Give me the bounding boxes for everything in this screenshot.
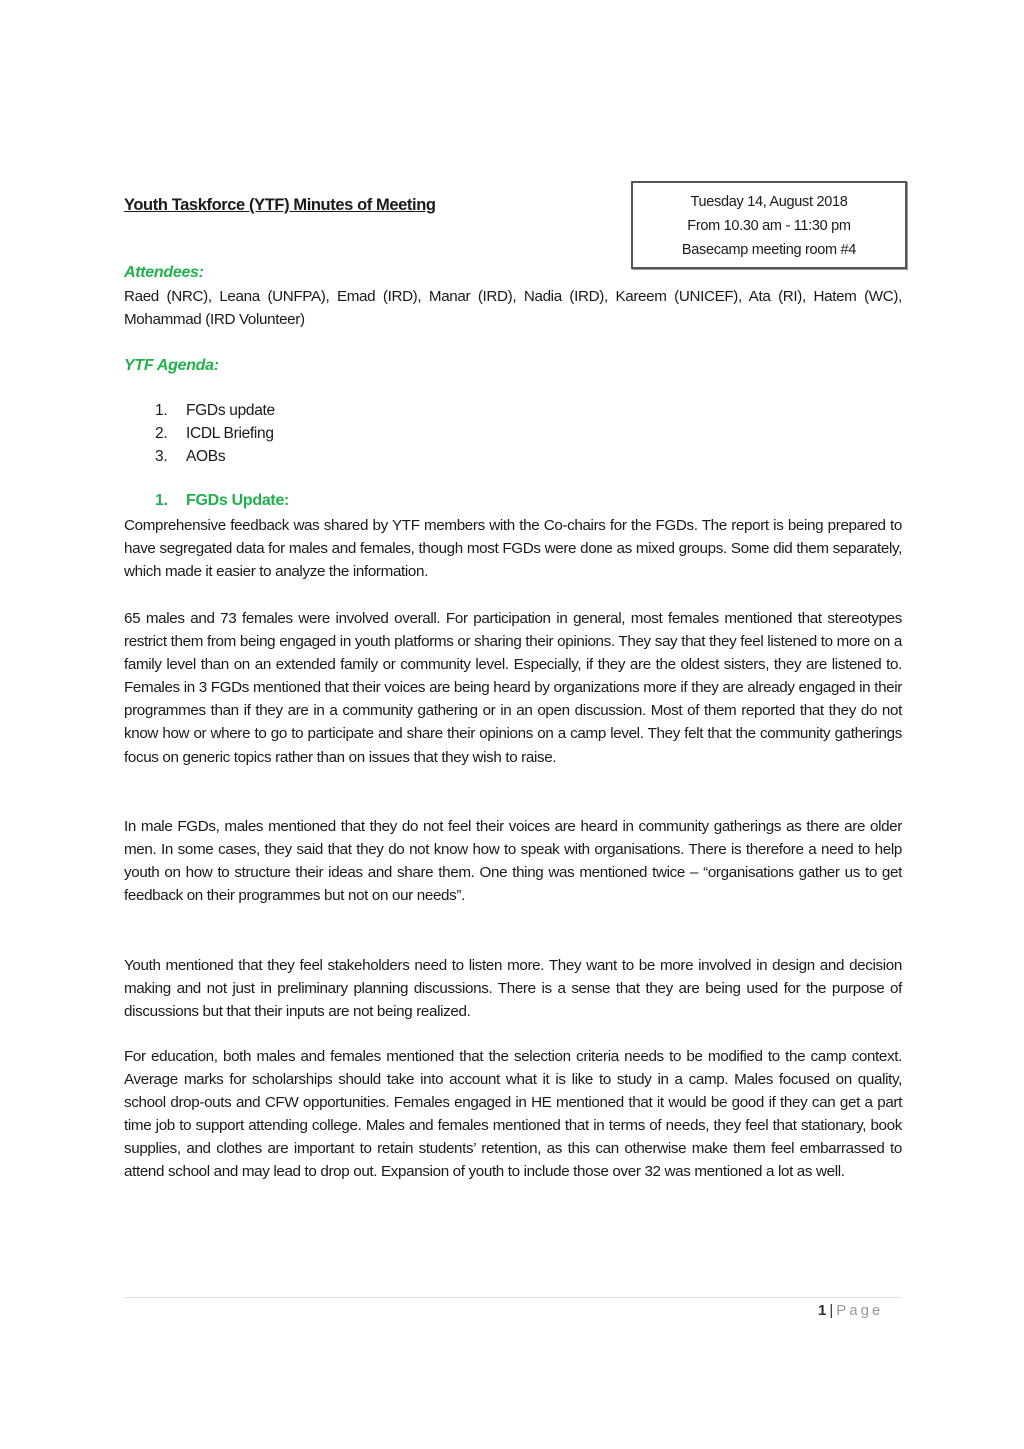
agenda-item-label: AOBs: [186, 448, 226, 465]
footer-separator: |: [829, 1302, 834, 1319]
agenda-item-number: 1.: [155, 402, 168, 419]
page-footer: [818, 1302, 883, 1319]
agenda-heading: YTF Agenda:: [124, 357, 219, 374]
agenda-item-label: FGDs update: [186, 402, 275, 419]
section-number: 1.: [155, 492, 168, 509]
agenda-list: [155, 399, 275, 468]
agenda-item: [155, 422, 275, 445]
paragraph: For education, both males and females mentioned that the selection criteria needs to be modified to the camp context. Average marks for scholarships should take into account what it is like to study in a camp. Males focused on quality, school drop-outs and CFW opportunities. Females engaged in HE mentioned that it would be good if they can get a part time job to support attending college. Males and females mentioned that in terms of needs, they feel that stationary, book supplies, and clothes are important to retain students’ retention, as this can otherwise make them feel embarrassed to attend school and may lead to drop out. Expansion of youth to include those over 32 was mentioned a lot as well.: [124, 1048, 902, 1181]
page-label: Page: [836, 1302, 884, 1319]
meeting-location: Basecamp meeting room #4: [681, 242, 857, 258]
paragraph: Youth mentioned that they feel stakeholders need to listen more. They want to be more involved in design and decision making and not just in preliminary planning discussions. There is a sense that they are being used for the purpose of discussions but that their inputs are not being realized.: [124, 957, 902, 1021]
meeting-info-box: [631, 181, 907, 269]
agenda-item-number: 3.: [155, 448, 168, 465]
agenda-item-label: ICDL Briefing: [186, 425, 274, 442]
page-number: 1: [818, 1302, 827, 1319]
attendees-heading: Attendees:: [124, 264, 204, 281]
document-title: Youth Taskforce (YTF) Minutes of Meeting: [124, 196, 436, 214]
section-title: FGDs Update:: [186, 492, 290, 509]
meeting-date: Tuesday 14, August 2018: [690, 194, 848, 210]
agenda-item: [155, 399, 275, 422]
agenda-item-number: 2.: [155, 425, 168, 442]
paragraph: 65 males and 73 females were involved overall. For participation in general, most females mentioned that stereotypes restrict them from being engaged in youth platforms or sharing their opinions. They say that they feel listened to more on a family level than on an extended family or community level. Especially, if they are the oldest sisters, they are listened to. Females in 3 FGDs mentioned that their voices are being heard by organizations more if they are already engaged in their programmes than if they are in a community gathering or in an open discussion. Most of them reported that they do not know how or where to go to participate and share their opinions on a camp level. They felt that the community gatherings focus on generic topics rather than on issues that they wish to raise.: [124, 610, 902, 766]
paragraph: In male FGDs, males mentioned that they do not feel their voices are heard in community gatherings as there are older men. In some cases, they said that they do not know how to speak with organisations. There is therefore a need to help youth on how to structure their ideas and share them. One thing was mentioned twice – “organisations gather us to get feedback on their programmes but not on our needs”.: [124, 818, 902, 905]
attendees-list: Raed (NRC), Leana (UNFPA), Emad (IRD), Manar (IRD), Nadia (IRD), Kareem (UNICEF), Ata (RI), Hatem (WC), Mohammad (IRD Volunteer): [124, 288, 902, 329]
agenda-item: [155, 445, 275, 468]
section-heading-fgds-update: [155, 492, 289, 510]
meeting-time: From 10.30 am - 11:30 pm: [687, 218, 851, 234]
footer-divider: [124, 1297, 902, 1298]
paragraph: Comprehensive feedback was shared by YTF members with the Co-chairs for the FGDs. The report is being prepared to have segregated data for males and females, though most FGDs were done as mixed groups. Some did them separately, which made it easier to analyze the information.: [124, 517, 902, 581]
